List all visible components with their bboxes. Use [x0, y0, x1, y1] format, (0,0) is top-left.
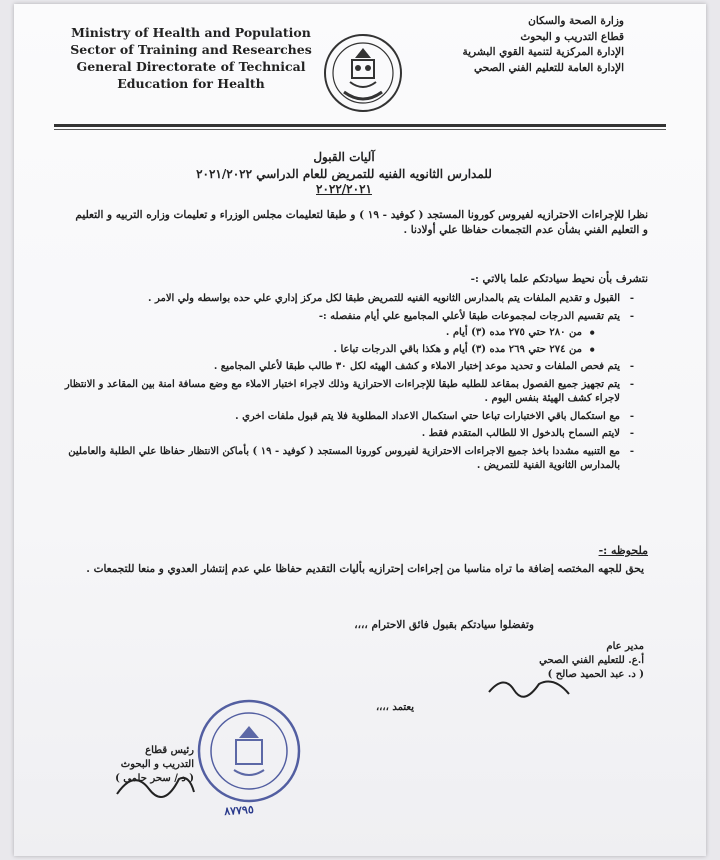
opening-line: نتشرف بأن نحيط سيادتكم علما بالاتي :-	[470, 273, 648, 285]
list-item	[56, 360, 634, 375]
stamp-number: ٨٧٧٩٥	[223, 802, 255, 819]
header-ar-line: قطاع التدريب و البحوث	[520, 30, 624, 43]
list-item	[56, 427, 634, 442]
signature-title: رئيس قطاع	[145, 745, 194, 756]
header-en-line: General Directorate of Technical	[76, 59, 306, 74]
signature-title: التدريب و البحوث	[120, 759, 194, 770]
ministry-logo-icon	[322, 32, 404, 114]
signature-title: أ.ع. للتعليم الفني الصحي	[539, 655, 644, 666]
rules-list	[56, 292, 634, 477]
header-en-line: Sector of Training and Researches	[70, 42, 312, 57]
list-item-text: يتم تقسيم الدرجات لمجموعات طبقا لأعلي المجاميع علي أيام منفصله :-	[318, 310, 620, 322]
sub-item-text: من ٢٧٤ حتي ٢٦٩ مده (٣) أيام و هكذا باقي الدرجات تباعا .	[333, 343, 582, 355]
header-divider-thin	[54, 129, 666, 130]
note-paragraph: يحق للجهه المختصه إضافة ما تراه مناسبا من إجراءات إحترازيه بأليات التقديم حفاظا علي عدم إنتشار العدوي و منعا للتجمعات .	[86, 563, 644, 575]
english-header	[56, 24, 326, 92]
sub-list-item	[56, 326, 596, 341]
handwritten-signature-icon	[109, 764, 199, 804]
sub-item-text: من ٢٨٠ حتي ٢٧٥ مده (٣) أيام .	[445, 327, 582, 338]
list-item	[56, 292, 634, 307]
header-divider	[54, 124, 666, 127]
header-en-line: Ministry of Health and Population	[71, 25, 311, 40]
header-en-line: Education for Health	[117, 76, 265, 91]
header-ar-line: الإدارة المركزية لتنمية القوي البشرية	[462, 46, 624, 58]
doc-subtitle: للمدارس الثانويه الفنيه للتمريض للعام الدراسي ٢٠٢١/٢٠٢٢	[196, 167, 492, 181]
list-item-text: يتم فحص الملفات و تحديد موعد إختبار الاملاء و كشف الهيئه لكل ٣٠ طالب طبقا لأعلي المجاميع .	[213, 361, 620, 372]
signature-title: مدير عام	[606, 641, 644, 652]
list-item-text: القبول و تقديم الملفات يتم بالمدارس الثانويه الفنيه للتمريض طبقا لكل مركز إداري علي حده بواسطه ولي الامر .	[148, 293, 620, 304]
list-item-text: لايتم السماح بالدخول الا للطالب المتقدم فقط .	[421, 428, 620, 439]
list-item	[56, 310, 634, 358]
signature-name: ( د. عبد الحميد صالح )	[547, 669, 644, 680]
closing-line: وتفضلوا سيادتكم بقبول فائق الاحترام ،،،،	[354, 619, 534, 631]
list-item-text: مع استكمال باقي الاختبارات تباعا حتي استكمال الاعداد المطلوبة فلا يتم قبول ملفات اخري .	[235, 410, 620, 422]
signature-name: ( د / سحر حلمي )	[115, 773, 194, 784]
grade-groups-list	[56, 326, 620, 357]
official-seal-icon	[194, 696, 304, 806]
list-item	[56, 378, 634, 407]
list-item	[56, 410, 634, 425]
intro-paragraph: نظرا للإجراءات الاحترازيه لفيروس كورونا المستجد ( كوفيد - ١٩ ) و طبقا لتعليمات مجلس الوزراء و تعليمات وزاره التربيه و التعليم و التعليم الفني بشأن عدم التجمعات حفاظا علي أولادنا .	[75, 209, 648, 236]
doc-year: ٢٠٢٢/٢٠٢١	[316, 182, 372, 196]
list-item	[56, 445, 634, 474]
sub-list-item	[56, 343, 596, 358]
handwritten-signature-icon	[484, 672, 574, 702]
list-item-text: مع التنبيه مشددا باخذ جميع الاجراءات الاحترازية لفيروس كورونا المستجد ( كوفيد - ١٩ ) بأماكن الانتظار حفاظا علي الطلبة والعاملين بالمدارس الثانوية الفنية للتمريض .	[68, 445, 620, 471]
notes-label: ملحوظه :-	[598, 544, 648, 557]
doc-title: آليات القبول	[313, 150, 375, 164]
list-item-text: يتم تجهيز جميع الفصول بمقاعد للطلبه طبقا للإجراءات الاحترازية وذلك لاجراء اختبار الاملاء مع وضع مسافة امنة بين المقاعد و الانتظار لاجراء كشف الهيئة بنفس اليوم .	[64, 378, 620, 404]
approval-line: يعتمد ،،،،	[375, 702, 414, 713]
header-ar-line: وزارة الصحة والسكان	[528, 15, 624, 27]
arabic-header	[414, 14, 624, 76]
document-page	[14, 4, 706, 856]
header-ar-line: الإدارة العامة للتعليم الفني الصحي	[474, 61, 624, 74]
